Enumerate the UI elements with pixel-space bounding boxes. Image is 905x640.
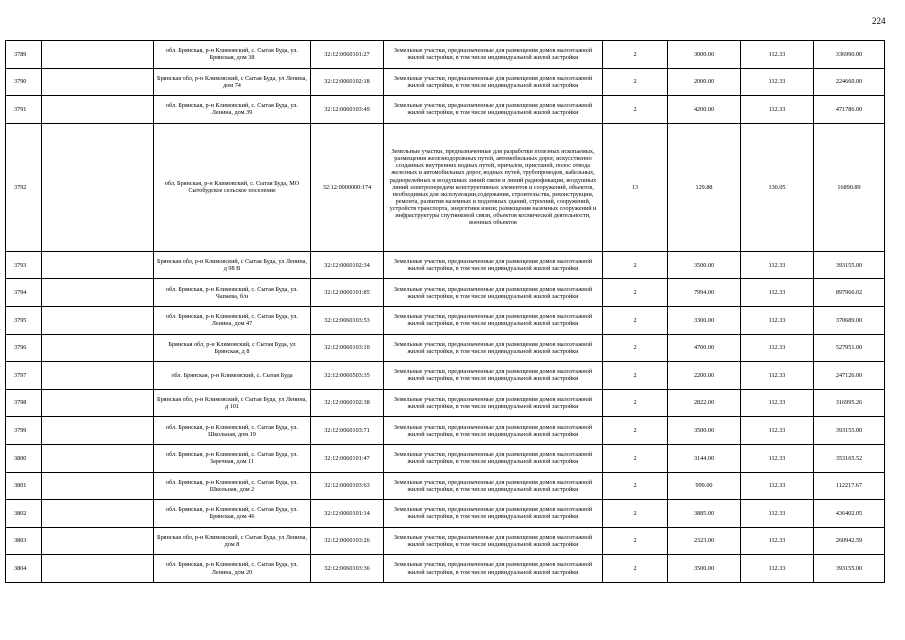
cadastral-value-cell: 436402.05 bbox=[814, 500, 885, 528]
table-row bbox=[6, 279, 885, 307]
category-cell: 2 bbox=[603, 279, 668, 307]
specific-value-cell: 112.33 bbox=[741, 527, 814, 555]
address-cell: Брянская обл, р-н Климовский, с Сытая Буда, ул Ленина, дом 8 bbox=[154, 527, 311, 555]
category-cell: 13 bbox=[603, 123, 668, 251]
area-cell: 2822.00 bbox=[668, 389, 741, 417]
cadastral-value-cell: 393155.00 bbox=[814, 555, 885, 583]
cadastral-number-cell: 32:12:0060503:35 bbox=[311, 362, 384, 390]
area-cell: 3300.00 bbox=[668, 306, 741, 334]
address-cell: Брянская обл, р-н Климовский, с Сытая Буда, ул Ленина, д 98 В bbox=[154, 251, 311, 279]
specific-value-cell: 112.33 bbox=[741, 96, 814, 124]
cadastral-value-cell: 16890.89 bbox=[814, 123, 885, 251]
blank-cell bbox=[42, 417, 154, 445]
row-number: 3789 bbox=[6, 41, 42, 69]
land-use-cell: Земельные участки, предназначенные для размещения домов малоэтажной жилой застройки, в том числе индивидуальной жилой застройки bbox=[384, 251, 603, 279]
blank-cell bbox=[42, 279, 154, 307]
blank-cell bbox=[42, 41, 154, 69]
land-use-cell: Земельные участки, предназначенные для размещения домов малоэтажной жилой застройки, в том числе индивидуальной жилой застройки bbox=[384, 555, 603, 583]
cadastral-number-cell: 32:12:0060101:14 bbox=[311, 500, 384, 528]
blank-cell bbox=[42, 500, 154, 528]
specific-value-cell: 112.33 bbox=[741, 251, 814, 279]
specific-value-cell: 112.33 bbox=[741, 389, 814, 417]
row-number: 3798 bbox=[6, 389, 42, 417]
category-cell: 2 bbox=[603, 444, 668, 472]
area-cell: 3000.00 bbox=[668, 41, 741, 69]
cadastral-value-cell: 897966.02 bbox=[814, 279, 885, 307]
row-number: 3793 bbox=[6, 251, 42, 279]
area-cell: 3500.00 bbox=[668, 251, 741, 279]
category-cell: 2 bbox=[603, 500, 668, 528]
specific-value-cell: 112.33 bbox=[741, 306, 814, 334]
cadastral-number-cell: 32:12:0060101:47 bbox=[311, 444, 384, 472]
cadastral-value-cell: 353165.52 bbox=[814, 444, 885, 472]
table-row bbox=[6, 444, 885, 472]
row-number: 3792 bbox=[6, 123, 42, 251]
area-cell: 999.00 bbox=[668, 472, 741, 500]
category-cell: 2 bbox=[603, 306, 668, 334]
cadastral-number-cell: 32:12:0060101:27 bbox=[311, 41, 384, 69]
cadastral-value-cell: 393155.00 bbox=[814, 417, 885, 445]
row-number: 3790 bbox=[6, 68, 42, 96]
table-row bbox=[6, 68, 885, 96]
land-use-cell: Земельные участки, предназначенные для размещения домов малоэтажной жилой застройки, в том числе индивидуальной жилой застройки bbox=[384, 472, 603, 500]
row-number: 3800 bbox=[6, 444, 42, 472]
cadastral-number-cell: 32:12:0060103:63 bbox=[311, 472, 384, 500]
category-cell: 2 bbox=[603, 389, 668, 417]
cadastral-number-cell: 32:12:0060102:38 bbox=[311, 389, 384, 417]
category-cell: 2 bbox=[603, 334, 668, 362]
blank-cell bbox=[42, 306, 154, 334]
category-cell: 2 bbox=[603, 527, 668, 555]
area-cell: 7994.00 bbox=[668, 279, 741, 307]
cadastral-value-cell: 260942.59 bbox=[814, 527, 885, 555]
specific-value-cell: 112.33 bbox=[741, 362, 814, 390]
row-number: 3801 bbox=[6, 472, 42, 500]
address-cell: Брянская обл, р-н Климовский, с Сытая Буда, ул Ленина, дом 74 bbox=[154, 68, 311, 96]
cadastral-value-cell: 224660.00 bbox=[814, 68, 885, 96]
area-cell: 4700.00 bbox=[668, 334, 741, 362]
blank-cell bbox=[42, 68, 154, 96]
area-cell: 2000.00 bbox=[668, 68, 741, 96]
category-cell: 2 bbox=[603, 68, 668, 96]
address-cell: обл. Брянская, р-н Климовский, с. Сытая Буда, ул. Брянская, дом 38 bbox=[154, 41, 311, 69]
land-use-cell: Земельные участки, предназначенные для размещения домов малоэтажной жилой застройки, в том числе индивидуальной жилой застройки bbox=[384, 444, 603, 472]
land-use-cell: Земельные участки, предназначенные для размещения домов малоэтажной жилой застройки, в том числе индивидуальной жилой застройки bbox=[384, 96, 603, 124]
cadastral-value-cell: 247126.00 bbox=[814, 362, 885, 390]
row-number: 3804 bbox=[6, 555, 42, 583]
page-number: 224 bbox=[872, 16, 886, 26]
table-row bbox=[6, 417, 885, 445]
table-row bbox=[6, 306, 885, 334]
address-cell: Брянская обл, р-н Климовский, с Сытая Буда, ул Ленина, д 101 bbox=[154, 389, 311, 417]
blank-cell bbox=[42, 389, 154, 417]
cadastral-value-cell: 336990.00 bbox=[814, 41, 885, 69]
specific-value-cell: 112.33 bbox=[741, 41, 814, 69]
land-use-cell: Земельные участки, предназначенные для размещения домов малоэтажной жилой застройки, в том числе индивидуальной жилой застройки bbox=[384, 68, 603, 96]
cadastral-number-cell: 32:12:0060102:34 bbox=[311, 251, 384, 279]
land-use-cell: Земельные участки, предназначенные для размещения домов малоэтажной жилой застройки, в том числе индивидуальной жилой застройки bbox=[384, 527, 603, 555]
cadastral-number-cell: 32:12:0060102:18 bbox=[311, 68, 384, 96]
cadastral-value-cell: 112217.67 bbox=[814, 472, 885, 500]
address-cell: обл. Брянская, р-н Климовский, с. Сытая Буда, ул. Ленина, дом 39 bbox=[154, 96, 311, 124]
row-number: 3795 bbox=[6, 306, 42, 334]
address-cell: Брянская обл, р-н Климовский, с Сытая Буда, ул Брянская, д 8 bbox=[154, 334, 311, 362]
specific-value-cell: 112.33 bbox=[741, 279, 814, 307]
table-row bbox=[6, 251, 885, 279]
row-number: 3803 bbox=[6, 527, 42, 555]
area-cell: 3500.00 bbox=[668, 555, 741, 583]
row-number: 3799 bbox=[6, 417, 42, 445]
cadastral-value-cell: 370689.00 bbox=[814, 306, 885, 334]
cadastral-number-cell: 32:12:0060103:26 bbox=[311, 527, 384, 555]
address-cell: обл. Брянская, р-н Климовский, с. Сытая Буда, ул. Ленина, дом 47 bbox=[154, 306, 311, 334]
category-cell: 2 bbox=[603, 472, 668, 500]
table-row bbox=[6, 123, 885, 251]
cadastral-value-cell: 393155.00 bbox=[814, 251, 885, 279]
row-number: 3794 bbox=[6, 279, 42, 307]
table-row bbox=[6, 362, 885, 390]
cadastral-number-cell: 32:12:0060103:71 bbox=[311, 417, 384, 445]
address-cell: обл. Брянская, р-н Климовский, с. Сытая Буда bbox=[154, 362, 311, 390]
cadastral-value-table bbox=[5, 40, 885, 583]
cadastral-number-cell: 32:12:0060103:10 bbox=[311, 334, 384, 362]
blank-cell bbox=[42, 444, 154, 472]
category-cell: 2 bbox=[603, 417, 668, 445]
row-number: 3797 bbox=[6, 362, 42, 390]
row-number: 3791 bbox=[6, 96, 42, 124]
cadastral-value-cell: 316995.26 bbox=[814, 389, 885, 417]
category-cell: 2 bbox=[603, 251, 668, 279]
cadastral-number-cell: 32:12:0000000:174 bbox=[311, 123, 384, 251]
cadastral-number-cell: 32:12:0060103:36 bbox=[311, 555, 384, 583]
area-cell: 3885.00 bbox=[668, 500, 741, 528]
table-row bbox=[6, 500, 885, 528]
specific-value-cell: 112.33 bbox=[741, 555, 814, 583]
blank-cell bbox=[42, 251, 154, 279]
table-row bbox=[6, 96, 885, 124]
area-cell: 3144.00 bbox=[668, 444, 741, 472]
blank-cell bbox=[42, 362, 154, 390]
blank-cell bbox=[42, 96, 154, 124]
land-use-cell: Земельные участки, предназначенные для разработки полезных ископаемых, размещения железнодорожных путей, автомобильных дорог, искусственно созданных внутренних водных путей, причалов, пристаней, полос отвода железных и автомобильных дорог, водных путей, трубопроводов, кабельных, радиорелейных и воздушных линий связи и линий радиофикации, воздушных линий электропередачи конструктивных элементов и сооружений, объектов, необходимых для эксплуатации,содержания, строительства, реконструкции, ремонта, развития наземных и подземных зданий, строений, сооружений, устройств транспорта, энергетики иэязи; размещения наземных сооружений и инфраструктуры спутниковой связи, объектов космической деятельности, военных объектов bbox=[384, 123, 603, 251]
blank-cell bbox=[42, 123, 154, 251]
land-use-cell: Земельные участки, предназначенные для размещения домов малоэтажной жилой застройки, в том числе индивидуальной жилой застройки bbox=[384, 41, 603, 69]
land-use-cell: Земельные участки, предназначенные для размещения домов малоэтажной жилой застройки, в том числе индивидуальной жилой застройки bbox=[384, 362, 603, 390]
area-cell: 129.88 bbox=[668, 123, 741, 251]
area-cell: 2200.00 bbox=[668, 362, 741, 390]
address-cell: обл. Брянская, р-н Климовский, с. Сытая Буда, ул. Чапаева, б/н bbox=[154, 279, 311, 307]
blank-cell bbox=[42, 334, 154, 362]
area-cell: 4200.00 bbox=[668, 96, 741, 124]
specific-value-cell: 112.33 bbox=[741, 444, 814, 472]
cadastral-number-cell: 32:12:0060101:85 bbox=[311, 279, 384, 307]
category-cell: 2 bbox=[603, 555, 668, 583]
address-cell: обл. Брянская, р-н Климовский, с. Сытая Буда, ул. Ленина, дом 20 bbox=[154, 555, 311, 583]
specific-value-cell: 112.33 bbox=[741, 500, 814, 528]
table-row bbox=[6, 527, 885, 555]
land-use-cell: Земельные участки, предназначенные для размещения домов малоэтажной жилой застройки, в том числе индивидуальной жилой застройки bbox=[384, 389, 603, 417]
table-row bbox=[6, 555, 885, 583]
table-row bbox=[6, 334, 885, 362]
address-cell: обл. Брянская, р-н Климовский, с. Сытая Буда, ул. Школьная, дом 19 bbox=[154, 417, 311, 445]
row-number: 3796 bbox=[6, 334, 42, 362]
blank-cell bbox=[42, 527, 154, 555]
address-cell: обл. Брянская, р-н Климовский, с. Сытая Буда, МО Сытобудское сельское поселение bbox=[154, 123, 311, 251]
category-cell: 2 bbox=[603, 41, 668, 69]
cadastral-value-cell: 471786.00 bbox=[814, 96, 885, 124]
cadastral-number-cell: 32:12:0060103:53 bbox=[311, 306, 384, 334]
address-cell: обл. Брянская, р-н Климовский, с. Сытая Буда, ул. Школьная, дом 2 bbox=[154, 472, 311, 500]
row-number: 3802 bbox=[6, 500, 42, 528]
category-cell: 2 bbox=[603, 362, 668, 390]
specific-value-cell: 130.05 bbox=[741, 123, 814, 251]
address-cell: обл. Брянская, р-н Климовский, с. Сытая Буда, ул. Заречная, дом 11 bbox=[154, 444, 311, 472]
blank-cell bbox=[42, 472, 154, 500]
specific-value-cell: 112.33 bbox=[741, 68, 814, 96]
cadastral-value-cell: 527951.00 bbox=[814, 334, 885, 362]
specific-value-cell: 112.33 bbox=[741, 472, 814, 500]
blank-cell bbox=[42, 555, 154, 583]
table-body bbox=[6, 41, 885, 583]
area-cell: 2323.00 bbox=[668, 527, 741, 555]
table-row bbox=[6, 389, 885, 417]
land-use-cell: Земельные участки, предназначенные для размещения домов малоэтажной жилой застройки, в том числе индивидуальной жилой застройки bbox=[384, 306, 603, 334]
land-use-cell: Земельные участки, предназначенные для размещения домов малоэтажной жилой застройки, в том числе индивидуальной жилой застройки bbox=[384, 500, 603, 528]
cadastral-number-cell: 32:12:0060103:49 bbox=[311, 96, 384, 124]
land-use-cell: Земельные участки, предназначенные для размещения домов малоэтажной жилой застройки, в том числе индивидуальной жилой застройки bbox=[384, 334, 603, 362]
specific-value-cell: 112.33 bbox=[741, 334, 814, 362]
table-row bbox=[6, 472, 885, 500]
specific-value-cell: 112.33 bbox=[741, 417, 814, 445]
land-use-cell: Земельные участки, предназначенные для размещения домов малоэтажной жилой застройки, в том числе индивидуальной жилой застройки bbox=[384, 279, 603, 307]
address-cell: обл. Брянская, р-н Климовский, с. Сытая Буда, ул. Брянская, дом 46 bbox=[154, 500, 311, 528]
area-cell: 3500.00 bbox=[668, 417, 741, 445]
category-cell: 2 bbox=[603, 96, 668, 124]
table-row bbox=[6, 41, 885, 69]
land-use-cell: Земельные участки, предназначенные для размещения домов малоэтажной жилой застройки, в том числе индивидуальной жилой застройки bbox=[384, 417, 603, 445]
